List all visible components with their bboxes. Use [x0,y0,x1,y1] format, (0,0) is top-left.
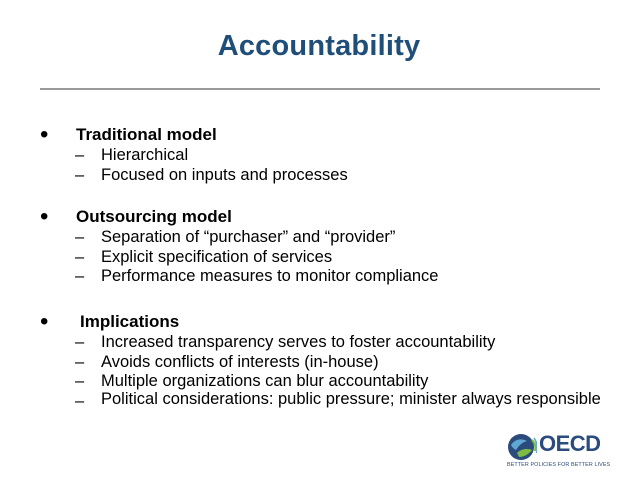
list-item-text: Performance measures to monitor compliance [101,267,439,286]
dash-marker: – [75,333,85,351]
bullet-icon: • [40,203,49,230]
oecd-tagline: BETTER POLICIES FOR BETTER LIVES [507,462,611,468]
dash-marker: – [75,391,85,410]
section-heading: Outsourcing model [76,207,232,226]
dash-marker: – [75,228,85,246]
list-item [75,333,610,353]
list-item-text: Separation of “purchaser” and “provider” [101,228,396,246]
section-outsourcing-model [40,203,610,287]
bullet-icon: • [40,308,49,335]
list-item-text: Hierarchical [101,146,189,164]
list-item-text: Increased transparency serves to foster accountability [101,333,496,351]
list-item [75,389,610,412]
list-item-text: Avoids conflicts of interests (in-house) [101,352,379,371]
dash-marker: – [75,146,85,164]
oecd-globe-icon [507,432,537,462]
list-item [75,146,610,166]
section-traditional-model [40,121,610,185]
title-divider [40,88,600,90]
oecd-wordmark: OECD [539,431,601,456]
section-heading: Traditional model [76,125,217,144]
bullet-icon: • [40,121,49,148]
list-item-text: Multiple organizations can blur accountability [101,372,429,391]
dash-marker: – [75,372,85,391]
section-implications [40,308,610,411]
oecd-logo [507,431,619,471]
dash-marker: – [75,247,85,266]
dash-marker: – [75,165,85,184]
list-item [75,353,610,373]
list-item [75,267,610,287]
list-item [75,248,610,268]
dash-marker: – [75,267,85,286]
dash-marker: – [75,352,85,371]
section-heading: Implications [80,312,180,331]
list-item [75,372,610,392]
slide-title: Accountability [217,30,421,62]
list-item-text: Political considerations: public pressure; minister always responsible [101,389,601,408]
list-item-text: Explicit specification of services [101,247,333,266]
list-item-text: Focused on inputs and processes [101,165,348,184]
list-item [75,166,610,186]
list-item [75,228,610,248]
